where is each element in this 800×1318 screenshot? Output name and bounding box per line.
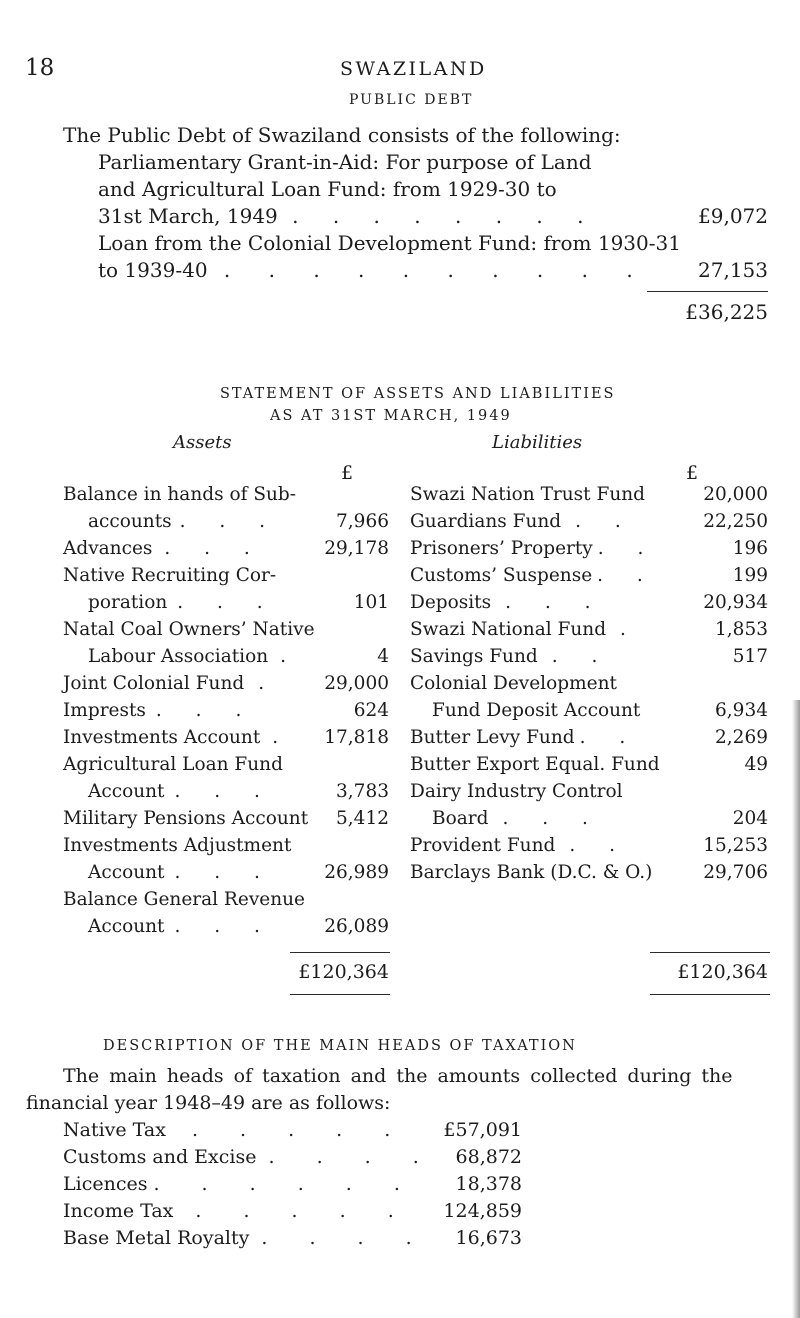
liability-amount: 6,934 <box>715 700 768 721</box>
asset-amount: 624 <box>353 700 389 721</box>
asset-label: Advances . . . <box>63 538 264 559</box>
asset-label: Account . . . <box>88 916 274 937</box>
liability-label: Butter Levy Fund . . <box>410 727 640 748</box>
liability-amount: 29,706 <box>703 862 768 883</box>
asset-label: Balance in hands of Sub- <box>63 484 297 505</box>
asset-amount: 29,178 <box>324 538 389 559</box>
tax-item-amount: 18,378 <box>455 1173 522 1195</box>
asset-amount: 101 <box>353 592 389 613</box>
asset-label: poration . . . <box>88 592 277 613</box>
liability-label: Swazi National Fund . <box>410 619 626 640</box>
page-number: 18 <box>25 55 55 81</box>
liability-label: Colonial Development <box>410 673 617 694</box>
liability-amount: 22,250 <box>703 511 768 532</box>
tax-item-label: Customs and Excise . . . . <box>63 1146 437 1168</box>
liability-amount: 20,934 <box>703 592 768 613</box>
tax-item-label: Income Tax . . . . . <box>63 1200 412 1222</box>
debt-item2-line1: Loan from the Colonial Development Fund: from 1930-31 <box>98 231 681 255</box>
running-title: SWAZILAND <box>340 58 487 80</box>
asset-amount: 3,783 <box>336 781 389 802</box>
debt-total: £36,225 <box>685 300 768 324</box>
asset-label: Investments Account . <box>63 727 279 748</box>
taxation-intro-line1: The main heads of taxation and the amounts collected during the <box>63 1065 733 1087</box>
asset-amount: 26,989 <box>324 862 389 883</box>
liability-label: Guardians Fund . . <box>410 511 635 532</box>
liability-label: Dairy Industry Control <box>410 781 623 802</box>
assets-heading: Assets <box>173 432 232 453</box>
tax-item-label: Base Metal Royalty . . . . <box>63 1227 430 1249</box>
taxation-intro-line2: financial year 1948–49 are as follows: <box>26 1092 391 1114</box>
tax-item-label: Native Tax . . . . . <box>63 1119 409 1141</box>
page-edge-shadow <box>792 700 800 1318</box>
asset-label: accounts . . . <box>88 511 280 532</box>
liability-amount: 49 <box>744 754 768 775</box>
assets-currency-symbol: £ <box>341 462 354 484</box>
assets-total-rule-bottom <box>290 994 390 995</box>
debt-total-rule <box>647 291 768 292</box>
liability-label: Fund Deposit Account <box>432 700 641 721</box>
debt-item1-date: 31st March, 1949 <box>98 204 278 228</box>
debt-item2-line2 <box>98 256 649 284</box>
debt-item1-amount: £9,072 <box>698 204 768 228</box>
liability-amount: 204 <box>732 808 768 829</box>
liability-label: Swazi Nation Trust Fund <box>410 484 645 505</box>
asset-label: Labour Association . <box>88 646 287 667</box>
debt-item1-line3 <box>98 202 598 230</box>
asset-label: Balance General Revenue <box>63 889 305 910</box>
liability-amount: 199 <box>732 565 768 586</box>
liability-amount: 1,853 <box>715 619 768 640</box>
asset-amount: 26,089 <box>324 916 389 937</box>
asset-label: Imprests . . . <box>63 700 256 721</box>
liability-label: Prisoners’ Property . . <box>410 538 658 559</box>
leader-dots: . . . . . . . . <box>292 204 598 228</box>
tax-item-label: Licences . . . . . . <box>63 1173 418 1195</box>
liability-label: Customs’ Suspense . . <box>410 565 657 586</box>
debt-item1-line1: Parliamentary Grant-in-Aid: For purpose of Land <box>98 150 592 174</box>
liability-amount: 196 <box>732 538 768 559</box>
liability-label: Deposits . . . <box>410 592 605 613</box>
statement-title: STATEMENT OF ASSETS AND LIABILITIES <box>220 386 616 402</box>
liability-label: Barclays Bank (D.C. & O.) <box>410 862 653 883</box>
debt-item2-period: to 1939-40 <box>98 258 208 282</box>
assets-total-rule-top <box>290 952 390 953</box>
liability-label: Board . . . <box>432 808 602 829</box>
debt-item2-amount: 27,153 <box>698 258 768 282</box>
liability-amount: 2,269 <box>715 727 768 748</box>
statement-date: AS AT 31ST MARCH, 1949 <box>270 408 512 424</box>
liabilities-total: £120,364 <box>677 961 768 983</box>
liability-label: Savings Fund . . <box>410 646 612 667</box>
asset-amount: 5,412 <box>336 808 389 829</box>
asset-amount: 29,000 <box>324 673 389 694</box>
debt-item1-line2: and Agricultural Loan Fund: from 1929-30 to <box>98 177 557 201</box>
assets-total: £120,364 <box>298 961 389 983</box>
liabilities-total-rule-bottom <box>650 994 770 995</box>
liability-label: Butter Export Equal. Fund <box>410 754 660 775</box>
asset-label: Agricultural Loan Fund <box>63 754 283 775</box>
leader-dots: . . . . . . . . . . <box>223 258 649 282</box>
liability-amount: 15,253 <box>703 835 768 856</box>
asset-label: Natal Coal Owners’ Native <box>63 619 315 640</box>
taxation-title: DESCRIPTION OF THE MAIN HEADS OF TAXATION <box>103 1038 577 1054</box>
liability-label: Provident Fund . . <box>410 835 629 856</box>
asset-amount: 4 <box>377 646 389 667</box>
asset-label: Native Recruiting Cor- <box>63 565 277 586</box>
asset-amount: 7,966 <box>336 511 389 532</box>
asset-label: Account . . . <box>88 781 274 802</box>
asset-label: Account . . . <box>88 862 274 883</box>
asset-label: Joint Colonial Fund . <box>63 673 265 694</box>
tax-item-amount: 16,673 <box>455 1227 522 1249</box>
liabilities-heading: Liabilities <box>492 432 583 453</box>
asset-amount: 17,818 <box>324 727 389 748</box>
tax-item-amount: £57,091 <box>443 1119 522 1141</box>
section-title-public-debt: PUBLIC DEBT <box>349 92 474 108</box>
asset-label: Military Pensions Account <box>63 808 309 829</box>
liabilities-total-rule-top <box>650 952 770 953</box>
asset-label: Investments Adjustment <box>63 835 292 856</box>
tax-item-amount: 68,872 <box>455 1146 522 1168</box>
liability-amount: 517 <box>732 646 768 667</box>
public-debt-intro: The Public Debt of Swaziland consists of the following: <box>63 123 621 147</box>
liability-amount: 20,000 <box>703 484 768 505</box>
liabilities-currency-symbol: £ <box>686 462 699 484</box>
tax-item-amount: 124,859 <box>443 1200 522 1222</box>
